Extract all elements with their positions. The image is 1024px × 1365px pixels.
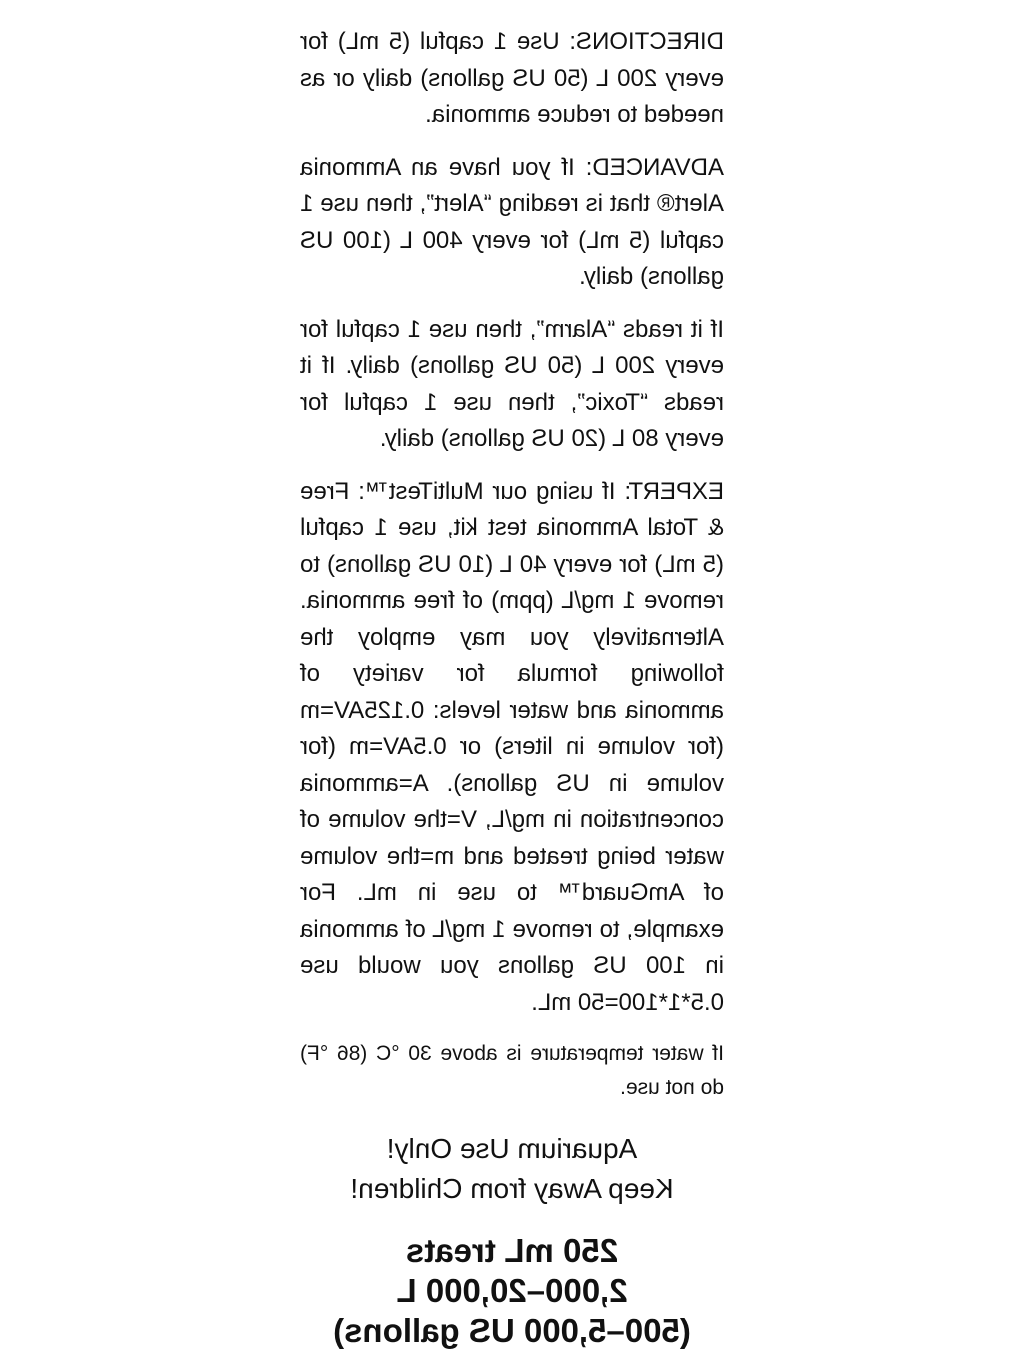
- expert-paragraph: EXPERT: If using our MultiTest™: Free & Total Ammonia test kit, use 1 capful (5 mL) for every 40 L (10 US gallons) to remove 1 mg/L (ppm) of free ammonia. Alternatively you may employ the following formula for variety of ammonia and water levels: 0.125AV=m (for volume in liters) or 0.5AV=m (for volume in US gallons). A=ammonia concentration in mg/L, V=the volume of water being treated and m=the volume of AmGuard™ to use in mL. For example, to remove 1 mg/L of ammonia in 100 US gallons you would use 0.5*1*100=50 mL.: [300, 477, 724, 1016]
- temperature-warning: If water temperature is above 30 °C (86 °F) do not use.: [300, 1042, 724, 1099]
- volume-line-treats: 250 mL treats: [405, 1232, 619, 1269]
- warning-line-aquarium: Aquarium Use Only!: [386, 1133, 638, 1164]
- advanced-paragraph: ADVANCED: If you have an Ammonia Alert® that is reading “Alert”, then use 1 capful (5 mL) for every 400 L (100 US gallons) daily.: [300, 153, 724, 290]
- usage-warning: [300, 1129, 724, 1209]
- directions-paragraph: DIRECTIONS: Use 1 capful (5 mL) for every 200 L (50 US gallons) daily or as needed to reduce ammonia.: [300, 28, 724, 128]
- volume-line-gallons: (500–5,000 US gallons): [333, 1312, 691, 1349]
- volume-line-liters: 2,000–20,000 L: [396, 1272, 628, 1309]
- treatment-volume: [300, 1231, 724, 1351]
- alarm-paragraph: If it reads “Alarm”, then use 1 capful for every 200 L (50 US gallons) daily. If it reads “Toxic”, then use 1 capful for every 80 L (20 US gallons) daily.: [300, 315, 724, 452]
- mirrored-label-text: [300, 24, 724, 1351]
- warning-line-children: Keep Away from Children!: [350, 1173, 674, 1204]
